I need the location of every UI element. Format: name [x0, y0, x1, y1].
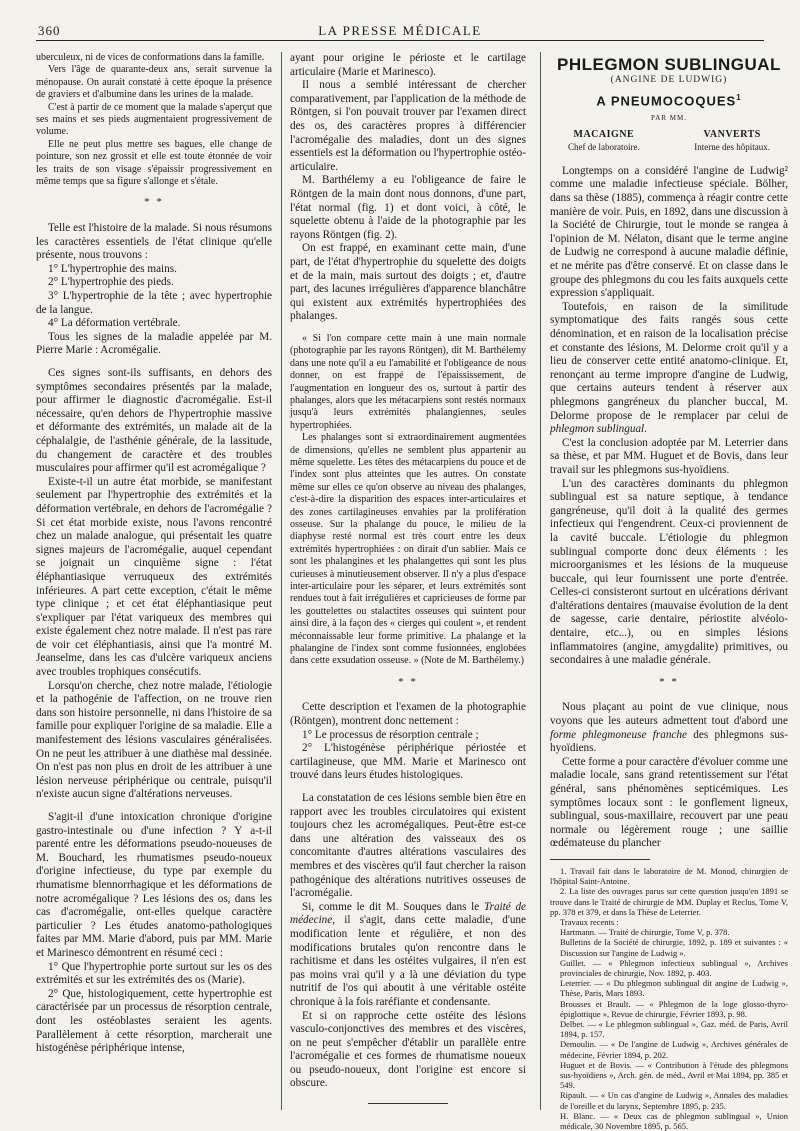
reference: Huguet et de Bovis. — « Contribution à l'étude des phlegmons sus-hyoïdiens », Arch. gén. de méd., Avril et Mai 1894, pp. 385 et 549.: [560, 1059, 788, 1091]
column-1: [36, 52, 272, 1108]
paragraph: C'est à partir de ce moment que la malade s'aperçut que ses mains et ses pieds augmentaient progressivement de volume.: [36, 101, 272, 138]
author: MACAIGNE Chef de laboratoire.: [568, 128, 640, 153]
paragraph: Tous les signes de la maladie appelée par M. Pierre Marie : Acromégalie.: [36, 330, 272, 357]
list-item: 2° L'histogénèse périphérique périostée et cartilagineuse, que MM. Marie et Marinesco ont trouvé dans leurs études histologiques.: [290, 742, 526, 782]
paragraph: Vers l'âge de quarante-deux ans, serait survenue la ménopause. On aurait constaté à cette époque la présence de graviers et d'albumine dans les urines de la malade.: [36, 64, 272, 101]
reference: Brousses et Brault. — « Phlegmon de la loge glosso-thyro-épiglottique », Revue de chirurgie, Février 1893, p. 98.: [560, 998, 788, 1019]
paragraph: 1° Que l'hypertrophie porte surtout sur les os des extrémités et sur les extrémités des os (Marie).: [36, 960, 272, 987]
column-rule-1: [281, 52, 282, 1110]
section-separator: * *: [659, 675, 679, 688]
article-subtitle: (ANGINE DE LUDWIG): [610, 74, 728, 85]
reference: Hartmann. — Traité de chirurgie, Tome V, p. 378.: [560, 927, 730, 938]
paragraph: Nous plaçant au point de vue clinique, nous voyons que les auteurs admettent tout d'abord une forme phlegmoneuse franche des phlegmons sus-hyoïdiens.: [550, 701, 788, 755]
end-rule: [368, 1103, 448, 1104]
reference: H. Blanc. — « Deux cas de phlegmon sublingual », Union médicale, 30 Novembre 1895, p. 565.: [560, 1110, 788, 1131]
paragraph: S'agit-il d'une intoxication chronique d'origine gastro-intestinale ou d'une infection ? Y a-t-il parenté entre les déformations pseudo-noueuses de M. Bouchard, les rhumatismes pseudo-noueux d'origine infectieuse, du type par exemple du rhumatisme blennorrhagique et les déformations de notre acromégalique ? Les lésions des os, dans les cas d'acromégalie, ont-elles quelque caractère particulier ? Les études anatomo-pathologiques faites par MM. Marie d'abord, puis par MM. Marie et Marinesco démontrent en résumé ceci :: [36, 811, 272, 959]
paragraph: Elle ne peut plus mettre ses bagues, elle change de pointure, son nez grossit et elle est toute étonnée de voir les traits de son visage s'épaissir progressivement en même temps que sa figure s'allonge et s'étale.: [36, 138, 272, 188]
authors: [550, 128, 788, 155]
article-title-2: A PNEUMOCOQUES$^1$: [596, 93, 742, 109]
paragraph: Telle est l'histoire de la malade. Si nous résumons les caractères essentiels de l'état clinique qu'elle présente, nous trouvons :: [36, 222, 272, 262]
reference: Guillet. — « Phlegmon infectieux sublingual », Archives provinciales de chirurgie, Nov. 1892, p. 403.: [560, 957, 788, 979]
list-item: 1° Le processus de résorption centrale ;: [302, 728, 479, 741]
paragraph: Si, comme le dit M. Souques dans le Traité de médecine, il s'agit, dans cette maladie, d'une modification lente et régulière, et non des modifications brutales qu'on rencontre dans le rachitisme et dans les ostéites vulgaires, il n'en est pas moins vrai qu'il y a là une déviation du type nutritif de l'os qui aboutit à une véritable ostéite chronique à la fois raréfiante et condensante.: [290, 900, 527, 1008]
paragraph: Lorsqu'on cherche, chez notre malade, l'étiologie et la pathogénie de l'affection, on ne trouve rien dans son histoire personnelle, ni dans l'histoire de sa famille pour expliquer l'origine de sa maladie. Elle a manifestement des lésions vasculaires généralisées. On ne peut les attribuer à une diathèse mal dessinée. On n'est pas non plus en droit de les attribuer à une lésion nerveuse périphérique ou centrale, puisqu'il n'existe aucun signe d'altérations nerveuses.: [36, 679, 272, 801]
author: VANVERTS Interne des hôpitaux.: [694, 128, 770, 153]
footnote: 1. Travail fait dans le laboratoire de M. Monod, chirurgien de l'hôpital Saint-Antoine.: [550, 865, 788, 887]
article-title: PHLEGMON SUBLINGUAL: [557, 55, 781, 74]
paragraph: Cette forme a pour caractère d'évoluer comme une maladie locale, sans grand retentissement sur l'état général, sans phénomènes septicémiques. Les symptômes locaux sont : le gonflement ligneux, sublingual, sous-maxillaire, recouvert par une peau normale ou légèrement rouge ; une saillie œdémateuse du plancher: [550, 755, 788, 850]
journal-title: LA PRESSE MÉDICALE: [318, 23, 482, 38]
paragraph: ayant pour origine le périoste et le cartilage articulaire (Marie et Marinesco).: [290, 52, 526, 78]
reference: Leterrier. — « Du phlegmon sublingual dit angine de Ludwig », Thèse, Paris, Mars 1893.: [560, 978, 788, 999]
paragraph: C'est la conclusion adoptée par M. Leterrier dans sa thèse, et par MM. Huguet et de Bovis, dans leur travail sur les phlegmons sus-hyoïdiens.: [550, 436, 788, 476]
list-item: 2° L'hypertrophie des pieds.: [48, 276, 174, 289]
page-header: [36, 20, 764, 41]
column-2: [290, 52, 526, 1108]
quote-paragraph: Les phalanges sont si extraordinairement augmentées de dimensions, qu'elles ne semblent plus appartenir au même squelette. Les têtes des métacarpiens du pouce et de l'index sont plus atteintes que les autres. On constate même sur elles ce qu'on observe au niveau des phalanges, c'est-à-dire la disparition des espaces inter-articulaires et des zones cartilagineuses envahies par la prolifération osseuse. Sur la phalange du pouce, le milieu de la diaphyse resté normal est très court entre les deux extrémités hypertrophiées : on dirait d'un sablier. Mais ce sont les phalangines et les phalangettes qui sont les plus curieuses à minutieusement observer. Il n'y a plus d'espace inter-articulaire pour les séparer, et leurs extrémités sont rendues tout à fait irrégulières et capricieuses de forme par les gouttelettes ou stalactites osseuses qui suintent pour ainsi dire, à la façon des « cierges qui coulent », et rendent méconnaissable leur forme primitive. La phalange et la phalangine de l'index sont comme fusionnées, englobées dans cette exsudation osseuse. » (Note de M. Barthélemy.): [290, 432, 526, 667]
paragraph: uberculeux, ni de vices de conformations dans la famille.: [36, 52, 265, 63]
paragraph: M. Barthélemy a eu l'obligeance de faire le Röntgen de la main dont nous donnons, d'une part, l'état normal (fig. 1) et dont voici, à côté, le squelette obtenu à l'aide de la photographie par les rayons Röntgen (fig. 2).: [290, 174, 526, 241]
paragraph: La constatation de ces lésions semble bien être en rapport avec les troubles circulatoires qui existent toujours chez les acromégaliques. Peut-être est-ce dans une altération des vaisseaux des os concomitante d'autres altérations vasculaires des membres et des viscères qu'il faut chercher la raison pathogénique des altérations nutritives osseuses de l'acromégalie.: [290, 792, 526, 900]
reference: Delbet. — « Le phlegmon sublingual », Gaz. méd. de Paris, Avril 1894, p. 157.: [560, 1019, 788, 1040]
section-separator: * *: [144, 196, 164, 209]
paragraph: 2° Que, histologiquement, cette hypertrophie est caractérisée par un processus de résorption centrale, dont les ostéoblastes seraient les agents. Parallèlement à cette résorption, marcherait une histogénèse périphérique intense,: [36, 987, 272, 1055]
list-item: 4° La déformation vertébrale.: [48, 317, 181, 330]
list-item: 3° L'hypertrophie de la tête ; avec hypertrophie de la langue.: [36, 290, 272, 316]
reference: Demoulin. — « De l'angine de Ludwig », Archives générales de médecine, Février 1894, p. 202.: [560, 1039, 788, 1060]
paragraph: L'un des caractères dominants du phlegmon sublingual est sa nature septique, à tendance gangréneuse, qu'il doit à la qualité des germes infectieux qui l'engendrent. Ceux-ci proviennent de la cavité buccale. L'étiologie du phlegmon sublingual comporte donc deux éléments : les microorganismes et les lésions de la muqueuse buccale, qui leur fournissent une porte d'entrée. Celles-ci consisteront surtout en ulcérations dérivant d'altérations dentaires (mauvaise évolution de la dent de sagesse, carie dentaire, périostite alvéolo-dentaire, etc...), ou en simples lésions inflammatoires (angine, amygdalite) primitives, ou secondaires à une maladie générale.: [550, 477, 788, 667]
section-separator: * *: [398, 675, 418, 688]
page-number: 360: [38, 23, 61, 38]
footnote: 2. La liste des ouvrages parus sur cette question jusqu'en 1891 se trouve dans le Traité de chirurgie de MM. Duplay et Reclus, Tome V, pp. 378 et 379, et dans la Thèse de Leterrier.: [550, 886, 788, 917]
reference: Ripault. — « Un cas d'angine de Ludwig », Annales des maladies de l'oreille et du larynx, Septembre 1895, p. 235.: [560, 1090, 788, 1111]
reference: Bulletins de la Société de chirurgie, 1892, p. 189 et suivantes : « Discussion sur l'angine de Ludwig ».: [560, 937, 788, 958]
footnote-heading: Travaux recents :: [560, 917, 619, 927]
footnotes: [550, 866, 788, 1131]
footnote-rule: [550, 859, 650, 860]
paragraph: On est frappé, en examinant cette main, d'une part, de l'état d'hypertrophie du squelette des doigts et de la main, mais surtout des doigts ; et, d'autre part, des lacunes irrégulières d'apparence blanchâtre qui existent aux extrémités hypertrophiées des phalanges.: [290, 242, 526, 323]
column-rule-2: [540, 52, 541, 1110]
paragraph: Toutefois, en raison de la similitude symptomatique des faits rangés sous cette dénomination, et en raison de la localisation précise et constante des lésions, M. Delorme croit qu'il y a lieu de conserver cette entité anatomo-clinique. Et, renonçant au terme impropre d'angine de Ludwig, que certains auteurs tendent à réserver aux phlegmons gangréneux du plancher buccal, M. Delorme propose de le remplacer par celui de phlegmon sublingual.: [550, 300, 788, 436]
paragraph: Cette description et l'examen de la photographie (Röntgen), montrent donc nettement :: [290, 701, 526, 728]
paragraph: Il nous a semblé intéressant de chercher comparativement, par l'application de la méthode de Röntgen, si l'on pouvait trouver par l'examen direct des os, des caractères propres à différencier l'acromégalie des maladies, dont un des signes essentiels est la déformation ou l'hypertrophie ostéo-articulaire.: [290, 79, 526, 173]
authors-intro: PAR MM.: [651, 114, 687, 123]
list-item: 1° L'hypertrophie des mains.: [48, 262, 177, 275]
paragraph: Existe-t-il un autre état morbide, se manifestant seulement par l'hypertrophie des extrémités et la déformation vertébrale, en dehors de l'acromégalie ? Si cet état morbide existe, nous l'avons rencontré chez un malade analogue, qui présentait les quatre signes majeurs de l'acromégalie, auquel cependant se joignait un cinquième signe : l'état éléphantiasique verruqueux des extrémités inférieures. A part cette exception, c'était le même type clinique ; et cet état éléphantiasique peut s'expliquer par l'état variqueux des membres qui existe également chez notre malade. Il n'est pas rare de voir cet éléphantiasis, ainsi que l'a montré M. Jeanselme, dans les cas d'ulcère variqueux anciens avec troubles trophiques consécutifs.: [36, 475, 272, 679]
paragraph: Et si on rapproche cette ostéite des lésions vasculo-conjonctives des membres et des viscères, on ne peut s'empêcher d'établir un parallèle entre l'acromégalie et ces formes de rhumatisme noueux ou pseudo-noueux, dont l'origine est encore si obscure.: [290, 1009, 526, 1090]
column-3: [550, 52, 789, 1131]
paragraph: Longtemps on a considéré l'angine de Ludwig² comme une maladie infectieuse spéciale. Bölher, dans sa thèse (1885), commença à réagir contre cette manière de voir. Puis, en 1892, dans une discussion à la Société de Chirurgie, tout le monde se rangea à l'opinion de M. Nélaton, disant que le terme angine de Ludwig ne correspond à aucune maladie définie, et ne mérite pas d'être conservé. Et on classe dans le groupe des phlegmons du cou les faits auxquels cette expression s'appliquait.: [550, 164, 789, 300]
paragraph: Ces signes sont-ils suffisants, en dehors des symptômes secondaires présentés par la malade, pour affirmer le diagnostic d'acromégalie. Est-il nécessaire, qu'en dehors de l'hypertrophie massive et déformante des extrémités, un malade ait de la céphalalgie, de l'asthénie générale, de la lassitude, du changement de caractère et des troubles musculaires pour affirmer qu'il est acromégalique ?: [36, 367, 272, 475]
quote-paragraph: « Si l'on compare cette main à une main normale (photographie par les rayons Röntgen), dit M. Barthélemy dans une note qu'il a eu l'amabilité et l'obligeance de nous donner, on est frappé de l'épaississement, de l'augmentation en longueur des os, surtout à partir des phalanges, alors que les métacarpiens sont restés normaux jusqu'à leurs extrémités phalangiennes, seules hypertrophiées.: [290, 332, 526, 431]
